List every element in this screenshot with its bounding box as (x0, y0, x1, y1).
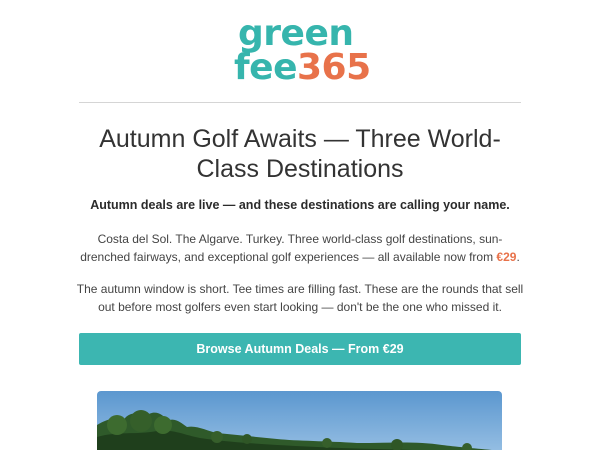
logo-line-green: green (238, 13, 354, 54)
logo-line-fee365 (234, 47, 371, 88)
page-title: Autumn Golf Awaits — Three World-Class Destinations (99, 125, 501, 183)
hero-image[interactable] (97, 391, 502, 450)
golf-course-landscape-photo-icon (97, 391, 502, 450)
urgency-paragraph: The autumn window is short. Tee times are filling fast. These are the rounds that sell out before most golfers even start looking — don't be the one who missed it. (76, 282, 524, 314)
destinations-text: Costa del Sol. The Algarve. Turkey. Three world-class golf destinations, sun-drenched fairways, and exceptional golf experiences — all available now from (80, 232, 503, 264)
greenfee365-logo[interactable] (232, 14, 372, 86)
lead-text: Autumn deals are live — and these destinations are calling your name. (90, 198, 510, 212)
browse-deals-button[interactable]: Browse Autumn Deals — From €29 (79, 333, 521, 365)
destinations-end: . (516, 250, 520, 264)
header-divider (79, 102, 521, 103)
destinations-paragraph (75, 230, 525, 266)
price-highlight: €29 (496, 250, 517, 264)
logo-365: 365 (297, 47, 371, 88)
logo-fee: fee (234, 47, 297, 88)
